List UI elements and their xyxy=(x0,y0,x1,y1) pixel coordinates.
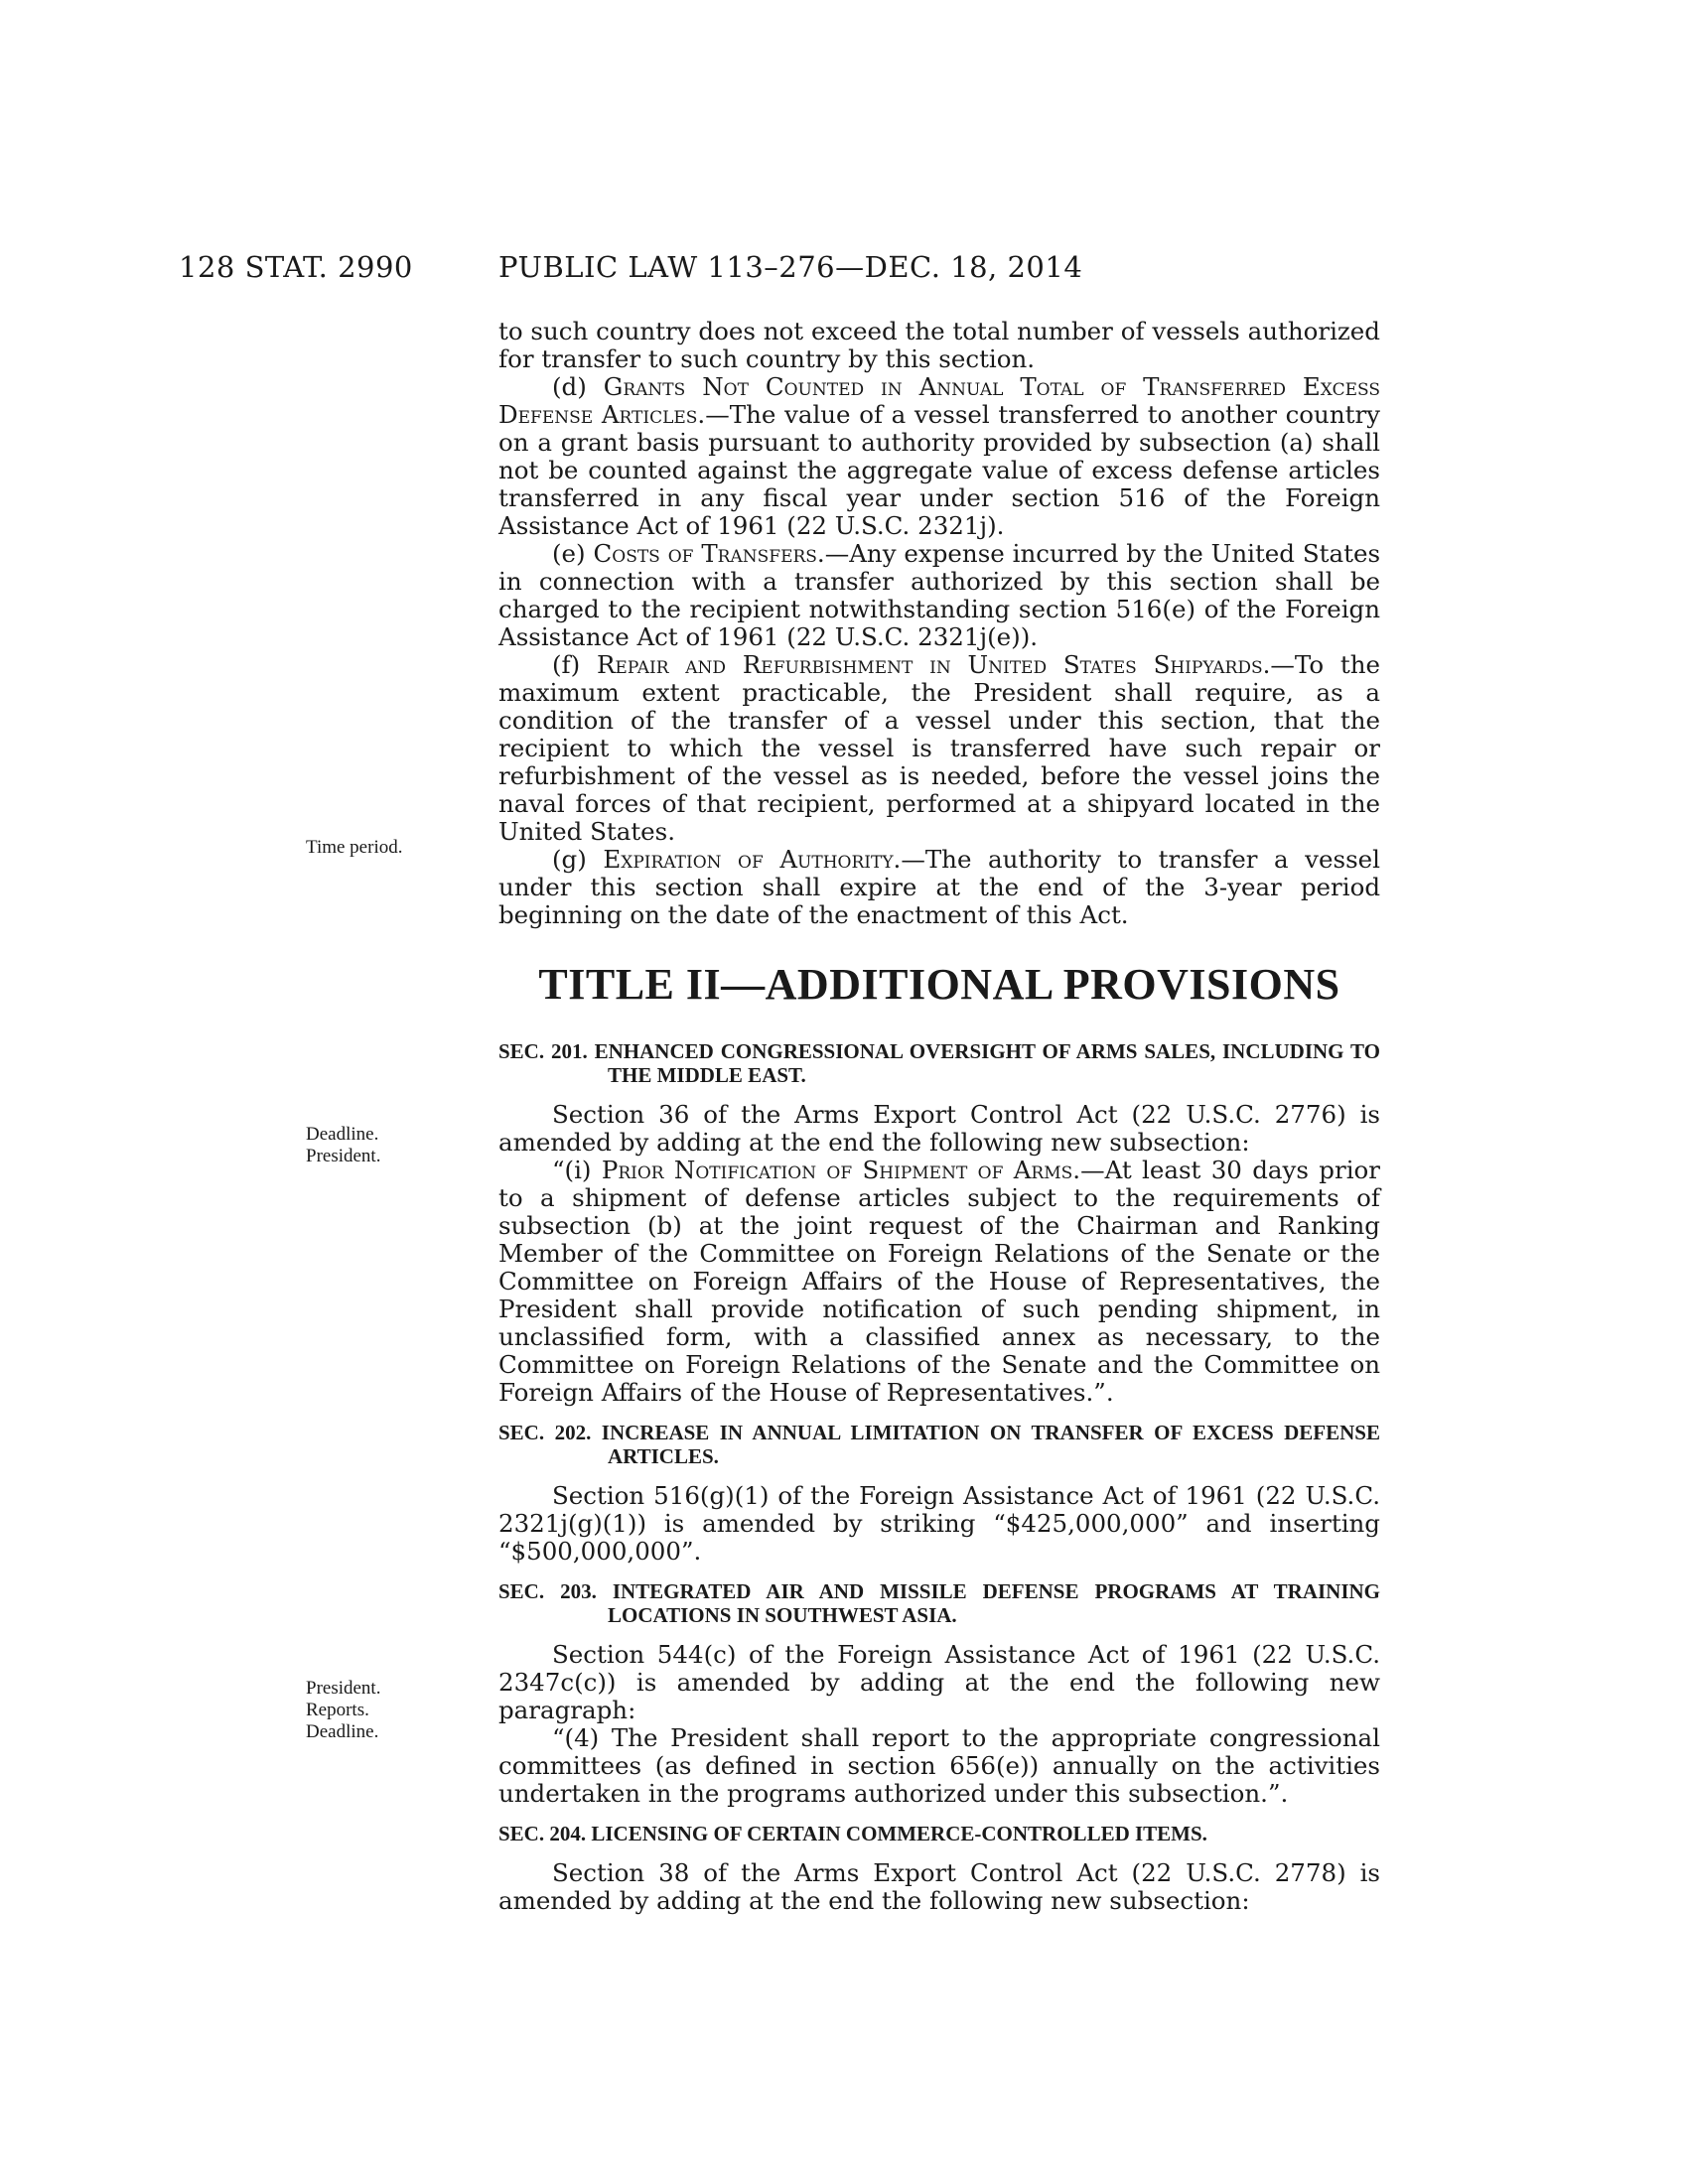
subsection-text: —To the maximum extent practicable, the President shall require, as a condition of the transfer of a vessel under this section, that the recipient to which the vessel is transferred have such repair or refurbishment of the vessel as is needed, before the vessel joins the naval forces of that recipient, performed at a shipyard located in the United States. xyxy=(498,650,1380,846)
margin-note-line: President. xyxy=(306,1146,381,1166)
section-201-paragraph: Section 36 of the Arms Export Control Act (22 U.S.C. 2776) is amended by adding at the end the following new subsection: xyxy=(498,1100,1380,1157)
subsection-g xyxy=(498,846,1380,929)
subsection-f xyxy=(498,651,1380,846)
subsection-text: —At least 30 days prior to a shipment of defense articles subject to the requirements of subsection (b) at the joint request of the Chairman and Ranking Member of the Committee on Foreign Relations of the Senate or the Committee on Foreign Affairs of the House of Representatives, the President shall provide notification of such pending shipment, in unclassified form, with a classified annex as necessary, to the Committee on Foreign Relations of the Senate and the Committee on Foreign Affairs of the House of Representatives.”. xyxy=(498,1156,1380,1407)
subsection-label: (d) xyxy=(552,372,604,401)
margin-note-line: President. xyxy=(306,1678,381,1699)
subsection-e xyxy=(498,540,1380,651)
title-heading: TITLE II—ADDITIONAL PROVISIONS xyxy=(538,960,1340,1009)
margin-note-line: Deadline. xyxy=(306,1124,379,1145)
public-law-header: PUBLIC LAW 113–276—DEC. 18, 2014 xyxy=(498,250,1083,284)
section-203-paragraph: Section 544(c) of the Foreign Assistance Act of 1961 (22 U.S.C. 2347c(c)) is amended by adding at the end the following new paragraph: xyxy=(498,1640,1380,1724)
section-201-subsection-i xyxy=(498,1157,1380,1407)
section-204-heading: SEC. 204. LICENSING OF CERTAIN COMMERCE-CONTROLLED ITEMS. xyxy=(498,1822,1207,1845)
margin-note-line: Reports. xyxy=(306,1700,369,1720)
margin-note-line: Deadline. xyxy=(306,1721,379,1742)
main-text-column xyxy=(498,318,1380,1915)
subsection-text: —Any expense incurred by the United States in connection with a transfer authorized by this section shall be charged to the recipient notwithstanding section 516(e) of the Foreign Assistance Act of 1961 (22 U.S.C. 2321j(e)). xyxy=(498,539,1381,651)
section-202-paragraph: Section 516(g)(1) of the Foreign Assistance Act of 1961 (22 U.S.C. 2321j(g)(1)) is amended by striking “$425,000,000” and inserting “$500,000,000”. xyxy=(498,1481,1380,1566)
section-201-heading: SEC. 201. ENHANCED CONGRESSIONAL OVERSIGHT OF ARMS SALES, INCLUDING TO THE MIDDLE EAST. xyxy=(498,1039,1380,1087)
subsection-heading: Costs of Transfers. xyxy=(593,539,825,568)
subsection-heading: Repair and Refurbishment in United States Shipyards. xyxy=(596,650,1271,679)
section-203-heading: SEC. 203. INTEGRATED AIR AND MISSILE DEFENSE PROGRAMS AT TRAINING LOCATIONS IN SOUTHWEST ASIA. xyxy=(498,1579,1380,1627)
margin-note-deadline-president xyxy=(306,1124,380,1167)
section-203-paragraph-4: “(4) The President shall report to the appropriate congressional committees (as defined in section 656(e)) annually on the activities undertaken in the programs authorized under this subsection.”. xyxy=(498,1723,1380,1808)
statute-page-number: 128 STAT. 2990 xyxy=(179,250,413,284)
section-204-paragraph: Section 38 of the Arms Export Control Act (22 U.S.C. 2778) is amended by adding at the end the following new subsection: xyxy=(498,1858,1380,1915)
subsection-label: (e) xyxy=(552,539,594,568)
paragraph-continuation: to such country does not exceed the total number of vessels authorized for transfer to such country by this section. xyxy=(498,317,1380,373)
subsection-heading: Expiration of Authority. xyxy=(603,845,902,874)
subsection-text: —The value of a vessel transferred to another country on a grant basis pursuant to authority provided by subsection (a) shall not be counted against the aggregate value of excess defense articles transferred in any fiscal year under section 516 of the Foreign Assistance Act of 1961 (22 U.S.C. 2321j). xyxy=(498,400,1380,540)
subsection-label: (f) xyxy=(552,650,597,679)
subsection-heading: Grants Not Counted in Annual Total of Transferred Excess Defense Articles. xyxy=(498,372,1381,429)
subsection-d xyxy=(498,373,1380,540)
margin-note-time-period xyxy=(306,837,402,859)
subsection-heading: Prior Notification of Shipment of Arms. xyxy=(601,1156,1081,1184)
section-202-heading: SEC. 202. INCREASE IN ANNUAL LIMITATION ON TRANSFER OF EXCESS DEFENSE ARTICLES. xyxy=(498,1421,1380,1468)
subsection-label: “(i) xyxy=(552,1156,602,1184)
margin-note-president-reports-deadline xyxy=(306,1678,380,1743)
subsection-text: —The authority to transfer a vessel under this section shall expire at the end of the 3-year period beginning on the date of the enactment of this Act. xyxy=(498,845,1380,929)
margin-note-line: Time period. xyxy=(306,837,403,858)
subsection-label: (g) xyxy=(552,845,604,874)
